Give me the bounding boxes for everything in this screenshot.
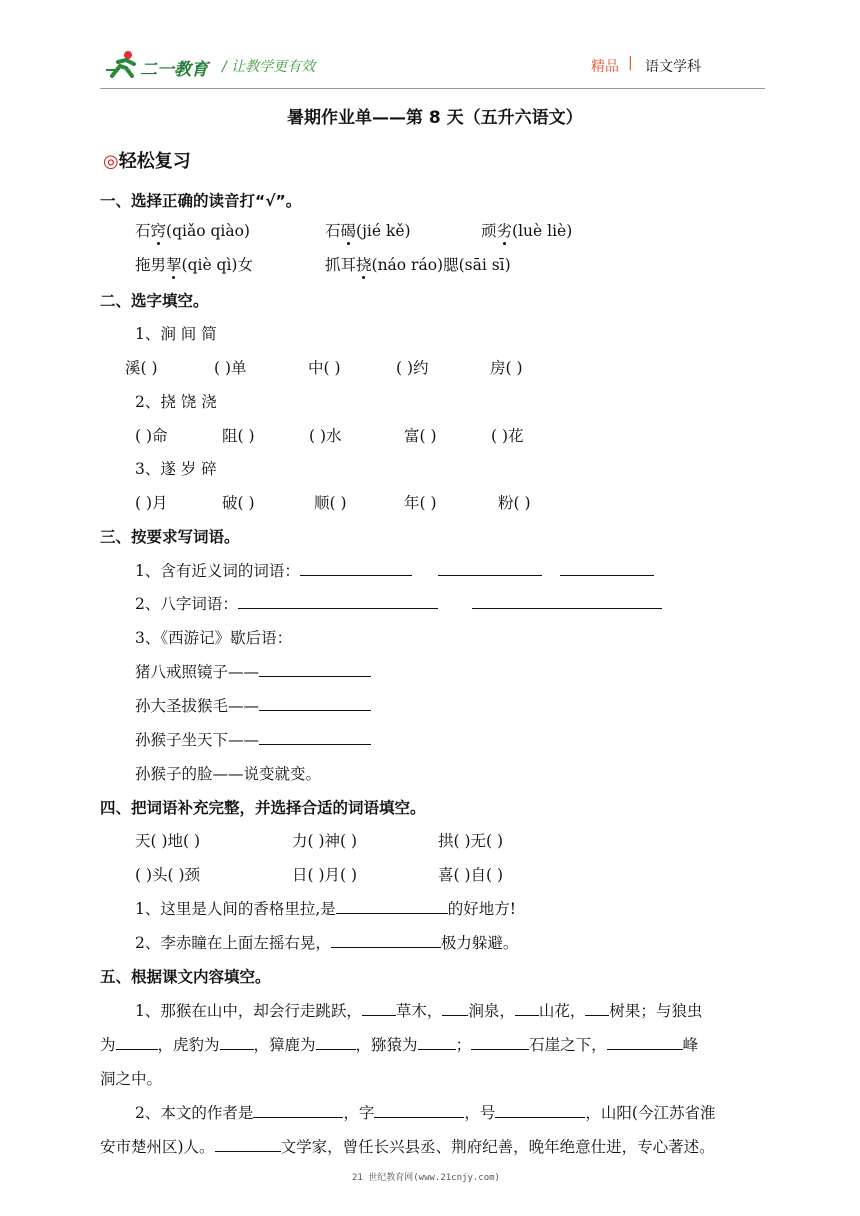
answer-blank[interactable] [560, 561, 654, 576]
q2-g1-item: ( )约 [396, 359, 429, 377]
q2-g2-item: 富( ) [404, 427, 437, 445]
header-tag-subject: 语文学科 [645, 59, 701, 75]
header-tag-jingpin: 精品 [591, 59, 619, 75]
q5-para-1-line-2: 为 ，虎豹为 ，獐鹿为 ，猕猿为 ； 石崖之下， 峰 [100, 1036, 699, 1054]
q1-heading: 一、选择正确的读音打“√”。 [100, 192, 302, 210]
section-title: 轻松复习 [118, 151, 191, 172]
q5-para-2-line-1: 2、本文的作者是 ，字 ，号 ，山阳(今江苏省淮 [135, 1104, 716, 1122]
q2-g1-item: ( )单 [214, 359, 247, 377]
answer-blank[interactable] [374, 1103, 464, 1118]
header-separator: | [628, 55, 633, 71]
answer-blank[interactable] [336, 899, 448, 914]
q1-item-1: 石窍(qiǎo qiào) [135, 222, 250, 240]
answer-blank[interactable] [215, 1137, 281, 1152]
answer-blank[interactable] [418, 1035, 456, 1050]
q4-idiom: 拱( )无( ) [438, 832, 504, 850]
logo-text: 二一教育 [140, 60, 208, 80]
answer-blank[interactable] [259, 730, 371, 745]
q2-group-3: 3、遂 岁 碎 [135, 460, 217, 478]
q2-group-2: 2、挠 饶 浇 [135, 393, 217, 411]
q2-g3-item: 粉( ) [498, 494, 531, 512]
answer-blank[interactable] [116, 1035, 158, 1050]
q5-para-1-line-3: 洞之中。 [100, 1070, 163, 1088]
q2-g2-item: ( )命 [135, 427, 168, 445]
q4-idiom: 天( )地( ) [135, 832, 201, 850]
q4-idiom: 日( )月( ) [292, 866, 358, 884]
q1-item-2: 石碣(jié kě) [325, 222, 411, 240]
section-heading [103, 147, 191, 173]
q4-sentence-2: 2、李赤瞳在上面左摇右晃， 极力躲避。 [135, 934, 519, 952]
answer-blank[interactable] [238, 594, 438, 609]
q2-g3-item: 年( ) [404, 494, 437, 512]
q5-para-2-line-2: 安市楚州区)人。 文学家，曾任长兴县丞、荆府纪善，晚年绝意仕进，专心著述。 [100, 1138, 715, 1156]
page-title: 暑期作业单——第 8 天（五升六语文） [287, 108, 583, 128]
answer-blank[interactable] [607, 1035, 683, 1050]
q1-item-4: 拖男挈(qiè qì)女 [135, 256, 253, 274]
q3-line-1: 1、含有近义词的词语： [135, 559, 654, 581]
q3-line-2: 2、八字词语： [135, 592, 662, 614]
q3-xiehouyu-1: 猪八戒照镜子—— [135, 660, 371, 682]
q1-item-5: 抓耳挠(náo ráo)腮(sāi sī) [325, 256, 511, 274]
q2-g2-item: ( )花 [491, 427, 524, 445]
answer-blank[interactable] [362, 1001, 396, 1016]
answer-blank[interactable] [253, 1103, 343, 1118]
answer-blank[interactable] [585, 1001, 609, 1016]
site-logo [104, 50, 140, 82]
answer-blank[interactable] [259, 696, 371, 711]
q5-heading: 五、根据课文内容填空。 [100, 968, 271, 986]
q2-g3-item: 破( ) [222, 494, 255, 512]
answer-blank[interactable] [259, 662, 371, 677]
q4-sentence-1: 1、这里是人间的香格里拉,是 的好地方! [135, 900, 517, 918]
q2-g3-item: ( )月 [135, 494, 168, 512]
double-circle-icon: ◎ [103, 151, 119, 172]
q5-para-1-line-1: 1、那猴在山中，却会行走跳跃， 草木， 涧泉， 山花， 树果；与狼虫 [135, 1002, 703, 1020]
q2-g2-item: 阻( ) [222, 427, 255, 445]
answer-blank[interactable] [316, 1035, 356, 1050]
q4-idiom: 力( )神( ) [292, 832, 358, 850]
q4-idiom: ( )头( )颈 [135, 866, 201, 884]
q3-heading: 三、按要求写词语。 [100, 528, 240, 546]
q1-item-3: 顽劣(luè liè) [481, 222, 573, 240]
answer-blank[interactable] [515, 1001, 539, 1016]
answer-blank[interactable] [300, 561, 412, 576]
answer-blank[interactable] [331, 933, 441, 948]
q2-g1-item: 中( ) [308, 359, 341, 377]
q3-line-3: 3、《西游记》歇后语： [135, 629, 293, 647]
answer-blank[interactable] [438, 561, 542, 576]
q2-g3-item: 顺( ) [314, 494, 347, 512]
answer-blank[interactable] [495, 1103, 585, 1118]
page-footer: 21 世纪教育网(www.21cnjy.com) [352, 1173, 500, 1183]
q4-heading: 四、把词语补充完整，并选择合适的词语填空。 [100, 799, 426, 817]
q3-xiehouyu-4: 孙猴子的脸——说变就变。 [135, 765, 322, 783]
answer-blank[interactable] [472, 594, 662, 609]
q2-group-1: 1、涧 间 简 [135, 325, 217, 343]
runner-logo-icon [104, 50, 140, 78]
q3-xiehouyu-3: 孙猴子坐天下—— [135, 728, 371, 750]
q2-g2-item: ( )水 [309, 427, 342, 445]
answer-blank[interactable] [471, 1035, 529, 1050]
q2-g1-item: 房( ) [490, 359, 523, 377]
q4-idiom: 喜( )自( ) [438, 866, 504, 884]
answer-blank[interactable] [220, 1035, 254, 1050]
header-slogan: / 让教学更有效 [222, 59, 316, 75]
header-divider [100, 88, 765, 89]
answer-blank[interactable] [442, 1001, 468, 1016]
q3-xiehouyu-2: 孙大圣拔猴毛—— [135, 694, 371, 716]
q2-heading: 二、选字填空。 [100, 292, 209, 310]
q2-g1-item: 溪( ) [125, 359, 158, 377]
